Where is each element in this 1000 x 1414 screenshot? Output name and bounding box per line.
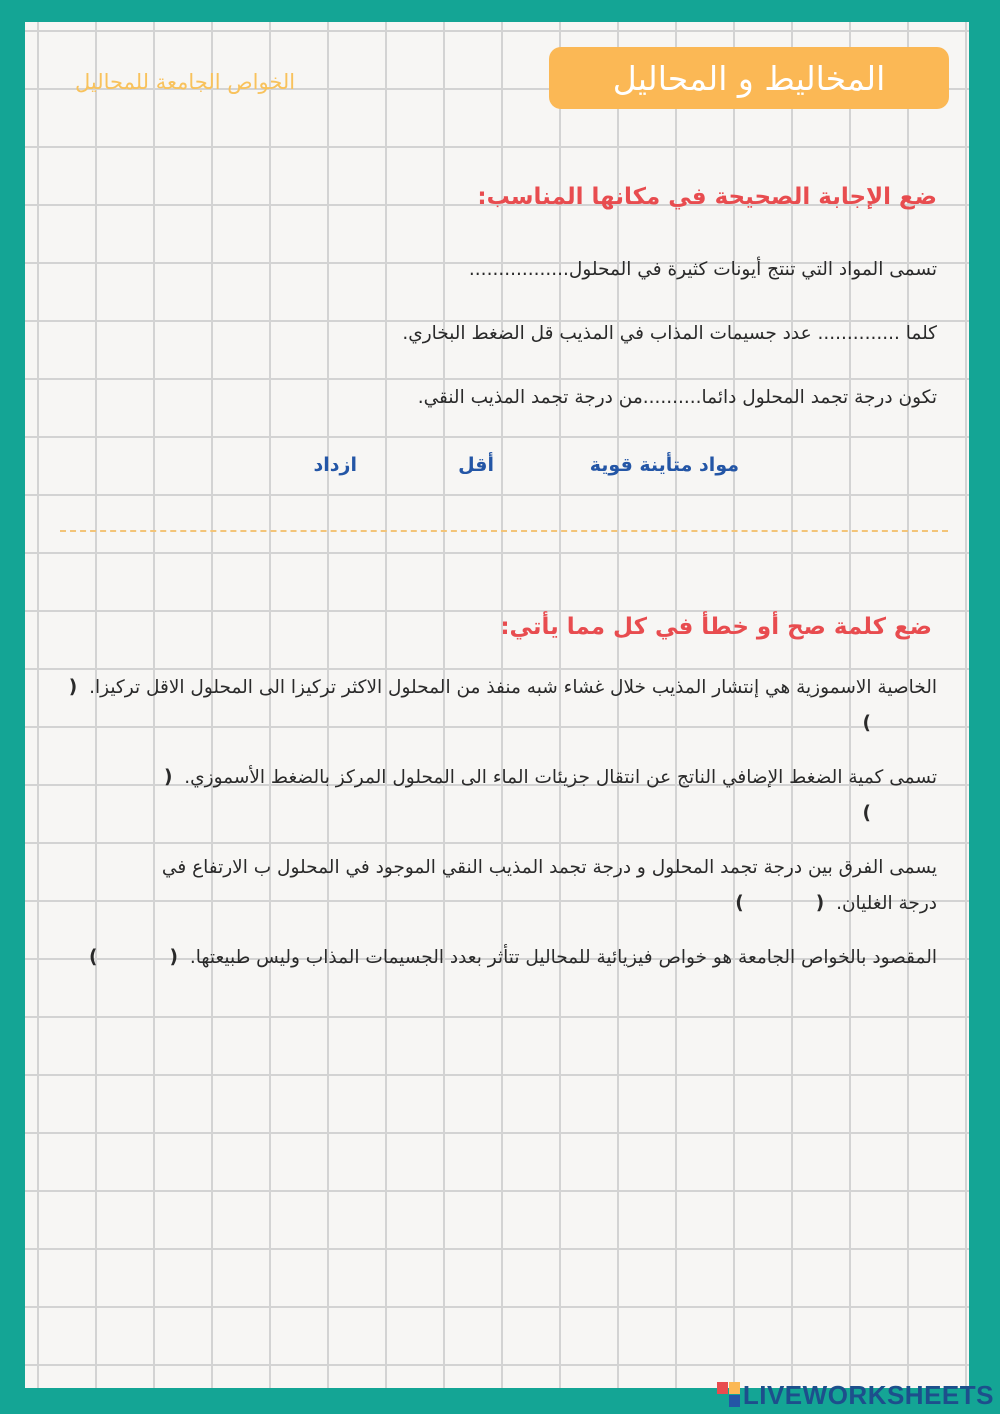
section1-heading: ضع الإجابة الصحيحة في مكانها المناسب: bbox=[477, 184, 937, 210]
liveworksheets-logo bbox=[717, 1380, 994, 1410]
section2-heading: ضع كلمة صح أو خطأ في كل مما يأتي: bbox=[500, 614, 932, 640]
tf-question-2 bbox=[127, 760, 937, 832]
logo-text: LIVEWORKSHEETS bbox=[742, 1379, 994, 1410]
subtitle: الخواص الجامعة للمحاليل bbox=[75, 70, 296, 94]
word-bank-item-2[interactable]: أقل bbox=[458, 454, 494, 476]
worksheet-page bbox=[25, 22, 969, 1388]
tf-question-3-text: يسمى الفرق بين درجة تجمد المحلول و درجة تجمد المذيب النقي الموجود في المحلول ب الارتفاع في درجة الغليان. bbox=[161, 857, 937, 914]
answer-close-paren: ) bbox=[862, 803, 871, 824]
answer-open-paren: ( bbox=[815, 893, 825, 914]
answer-open-paren: ( bbox=[163, 767, 173, 788]
tf-question-4-text: المقصود بالخواص الجامعة هو خواص فيزيائية للمحاليل تتأثر بعدد الجسيمات المذاب وليس طبيعتها. bbox=[189, 947, 937, 968]
logo-icon bbox=[717, 1382, 741, 1408]
fill-question-3: تكون درجة تجمد المحلول دائما..........من درجة تجمد المذيب النقي. bbox=[417, 387, 937, 408]
title-banner bbox=[549, 47, 949, 109]
section-divider bbox=[60, 530, 948, 532]
tf-question-2-text: تسمى كمية الضغط الإضافي الناتج عن انتقال جزيئات الماء الى المحلول المركز بالضغط الأسموزي. bbox=[184, 767, 937, 788]
answer-close-paren: ) bbox=[735, 893, 744, 914]
answer-close-paren: ) bbox=[89, 947, 98, 968]
fill-question-2: كلما .............. عدد جسيمات المذاب في المذيب قل الضغط البخاري. bbox=[402, 323, 937, 344]
answer-open-paren: ( bbox=[68, 677, 78, 698]
word-bank-item-3[interactable]: ازداد bbox=[313, 454, 357, 476]
word-bank-item-1[interactable]: مواد متأينة قوية bbox=[589, 454, 739, 476]
fill-question-1: تسمى المواد التي تنتج أيونات كثيرة في المحلول................. bbox=[468, 259, 937, 280]
tf-question-1 bbox=[37, 670, 937, 742]
tf-question-4 bbox=[67, 940, 937, 976]
answer-close-paren: ) bbox=[862, 713, 871, 734]
page-title: المخاليط و المحاليل bbox=[612, 58, 886, 98]
tf-question-1-text: الخاصية الاسموزية هي إنتشار المذيب خلال غشاء شبه منفذ من المحلول الاكثر تركيزا الى المحلول الاقل تركيزا. bbox=[89, 677, 937, 698]
tf-question-3 bbox=[127, 850, 937, 922]
answer-open-paren: ( bbox=[169, 947, 178, 968]
